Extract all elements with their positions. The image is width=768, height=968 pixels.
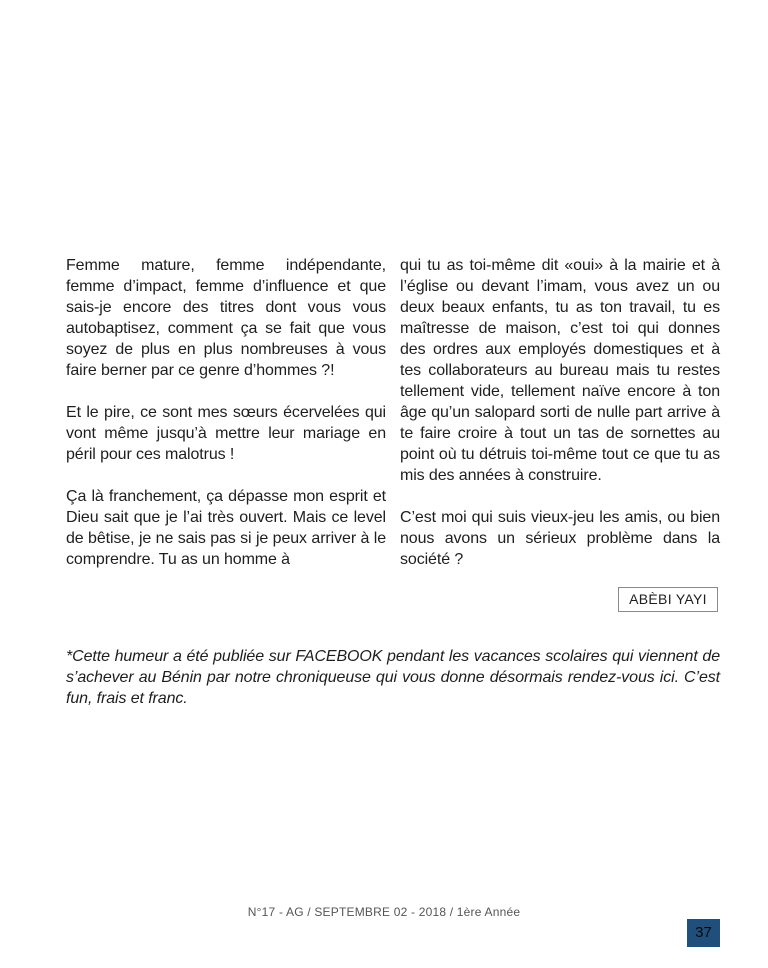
article-columns bbox=[66, 255, 720, 570]
paragraph: qui tu as toi-même dit «oui» à la mairie et à l’église ou devant l’imam, vous avez un ou deux beaux enfants, tu as ton travail, tu es maîtresse de maison, c’est toi qui donnes des ordres aux employés domestiques et à tes collaborateurs au bureau mais tu restes tellement vide, tellement naïve encore à ton âge qu’un salopard sorti de nulle part arrive à te faire croire à tout un tas de sornettes au point où tu détruis toi-même tout ce que tu as mis des années à construire. bbox=[400, 257, 720, 484]
left-column bbox=[66, 255, 386, 570]
page-number-badge: 37 bbox=[687, 919, 720, 947]
paragraph: Et le pire, ce sont mes sœurs écervelées qui vont même jusqu’à mettre leur mariage en péril pour ces malotrus ! bbox=[66, 404, 386, 463]
author-signature-box: ABÈBI YAYI bbox=[618, 587, 718, 612]
footnote: *Cette humeur a été publiée sur FACEBOOK pendant les vacances scolaires qui viennent de s’achever au Bénin par notre chroniqueuse qui vous donne désormais rendez-vous ici. C’est fun, frais et franc. bbox=[66, 648, 720, 707]
paragraph: C’est moi qui suis vieux-jeu les amis, ou bien nous avons un sérieux problème dans la société ? bbox=[400, 509, 720, 568]
paragraph: Ça là franchement, ça dépasse mon esprit et Dieu sait que je l’ai très ouvert. Mais ce level de bêtise, je ne sais pas si je peux arriver à le comprendre. Tu as un homme à bbox=[66, 488, 386, 568]
issue-footer: N°17 - AG / SEPTEMBRE 02 - 2018 / 1ère Année bbox=[247, 905, 521, 919]
paragraph: Femme mature, femme indépendante, femme d’impact, femme d’influence et que sais-je encore des titres dont vous vous autobaptisez, comment ça se fait que vous soyez de plus en plus nombreuses à vous faire berner par ce genre d’hommes ?! bbox=[66, 257, 386, 379]
right-column bbox=[400, 255, 720, 570]
